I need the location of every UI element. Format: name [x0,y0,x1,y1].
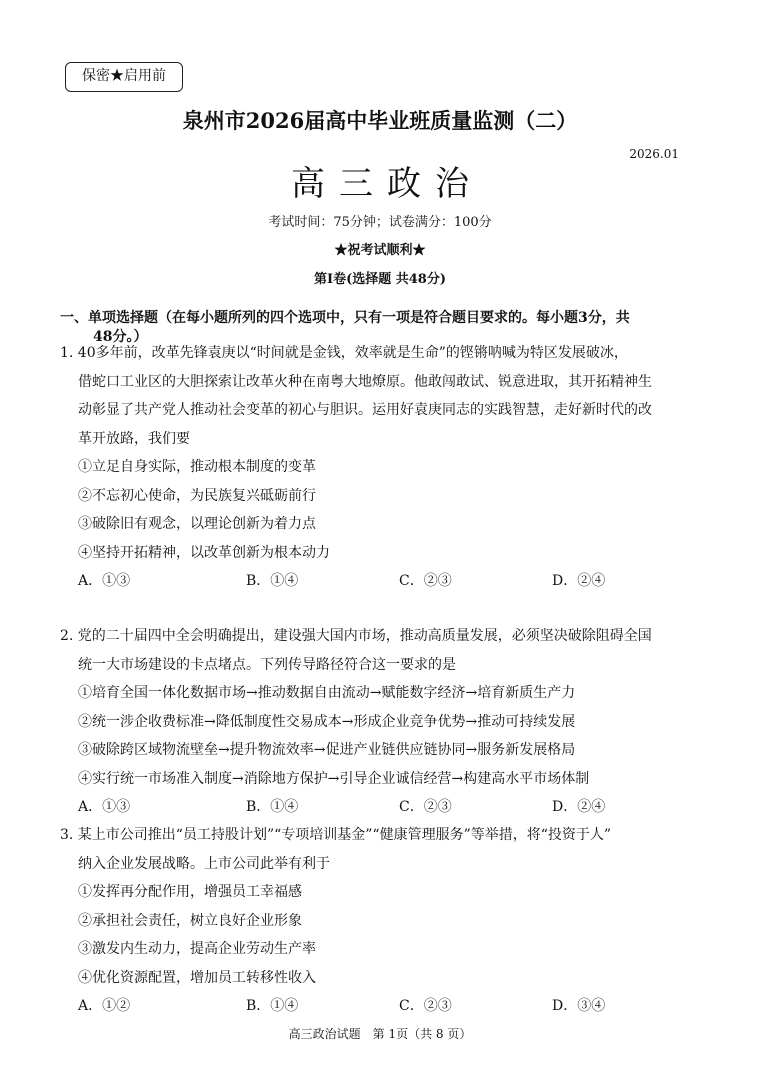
question-3 [60,821,705,1021]
question-stem-line: 2. 党的二十届四中全会明确提出，建设强大国内市场，推动高质量发展，必须坚决破除阻碍全国 [60,628,652,644]
statement-option: ④优化资源配置，增加员工转移性收入 [78,969,316,986]
statement-option: ①立足自身实际，推动根本制度的变革 [78,459,316,475]
confidential-label: 保密★启用前 [82,68,166,84]
page-footer: 高三政治试题 第 1页（共 8 页） [288,1027,472,1041]
choice-b: B．①④ [246,573,299,589]
statement-option: ②不忘初心使命，为民族复兴砥砺前行 [78,487,316,504]
question-2 [60,622,705,822]
question-stem-line: 革开放路，我们要 [78,430,190,447]
question-stem-line: 1. 40多年前，改革先锋袁庚以“时间就是金钱，效率就是生命”的铿锵呐喊为特区发展破冰， [60,345,628,361]
statement-option: ③破除跨区域物流壁垒→提升物流效率→促进产业链供应链协同→服务新发展格局 [78,742,576,758]
choice-a: A．①③ [78,799,131,815]
volume-heading: 第Ⅰ卷(选择题 共48分) [314,272,446,287]
choice-c: C．②③ [399,998,452,1014]
section-instructions-line2: 48分。） [93,329,148,345]
exam-date: 2026.01 [629,147,679,161]
section-instructions-line1: 一、单项选择题（在每小题所列的四个选项中，只有一项是符合题目要求的。每小题3分，共 [60,310,630,326]
answer-choices [60,992,705,1021]
statement-option: ④坚持开拓精神，以改革创新为根本动力 [78,544,330,561]
choice-b: B．①④ [246,998,299,1014]
choice-d: D．③④ [552,998,606,1014]
choice-a: A．①③ [78,573,131,589]
question-stem-line: 纳入企业发展战略。上市公司此举有利于 [78,855,330,872]
answer-choices [60,793,705,822]
statement-option: ③激发内生动力，提高企业劳动生产率 [78,941,316,957]
question-stem-line: 3. 某上市公司推出“员工持股计划”“专项培训基金”“健康管理服务”等举措，将“投资于人” [60,827,612,843]
choice-b: B．①④ [246,799,299,815]
exam-time-score: 考试时间：75分钟；试卷满分：100分 [268,215,492,230]
exam-title: 泉州市2026届高中毕业班质量监测（二） [182,108,578,133]
choice-d: D．②④ [552,799,606,815]
question-stem-line: 借蛇口工业区的大胆探索让改革火种在南粤大地燎原。他敢闯敢试、锐意进取，其开拓精神生 [78,373,652,390]
confidential-label-box [65,62,183,92]
good-luck-line: ★祝考试顺利★ [334,243,426,258]
answer-choices [60,567,705,596]
statement-option: ①培育全国一体化数据市场→推动数据自由流动→赋能数字经济→培育新质生产力 [78,685,576,701]
question-stem-line: 动彰显了共产党人推动社会变革的初心与胆识。运用好袁庚同志的实践智慧，走好新时代的改 [78,402,652,418]
question-stem-line: 统一大市场建设的卡点堵点。下列传导路径符合这一要求的是 [78,656,456,673]
choice-d: D．②④ [552,573,606,589]
choice-a: A．①② [78,998,131,1014]
choice-c: C．②③ [399,573,452,589]
question-1 [60,339,705,596]
subject-title: 高三政治 [291,164,483,204]
statement-option: ②承担社会责任，树立良好企业形象 [78,912,302,929]
statement-option: ③破除旧有观念，以理论创新为着力点 [78,516,316,532]
statement-option: ②统一涉企收费标准→降低制度性交易成本→形成企业竞争优势→推动可持续发展 [78,713,576,730]
statement-option: ①发挥再分配作用，增强员工幸福感 [78,884,302,900]
choice-c: C．②③ [399,799,452,815]
statement-option: ④实行统一市场准入制度→消除地方保护→引导企业诚信经营→构建高水平市场体制 [78,770,590,787]
